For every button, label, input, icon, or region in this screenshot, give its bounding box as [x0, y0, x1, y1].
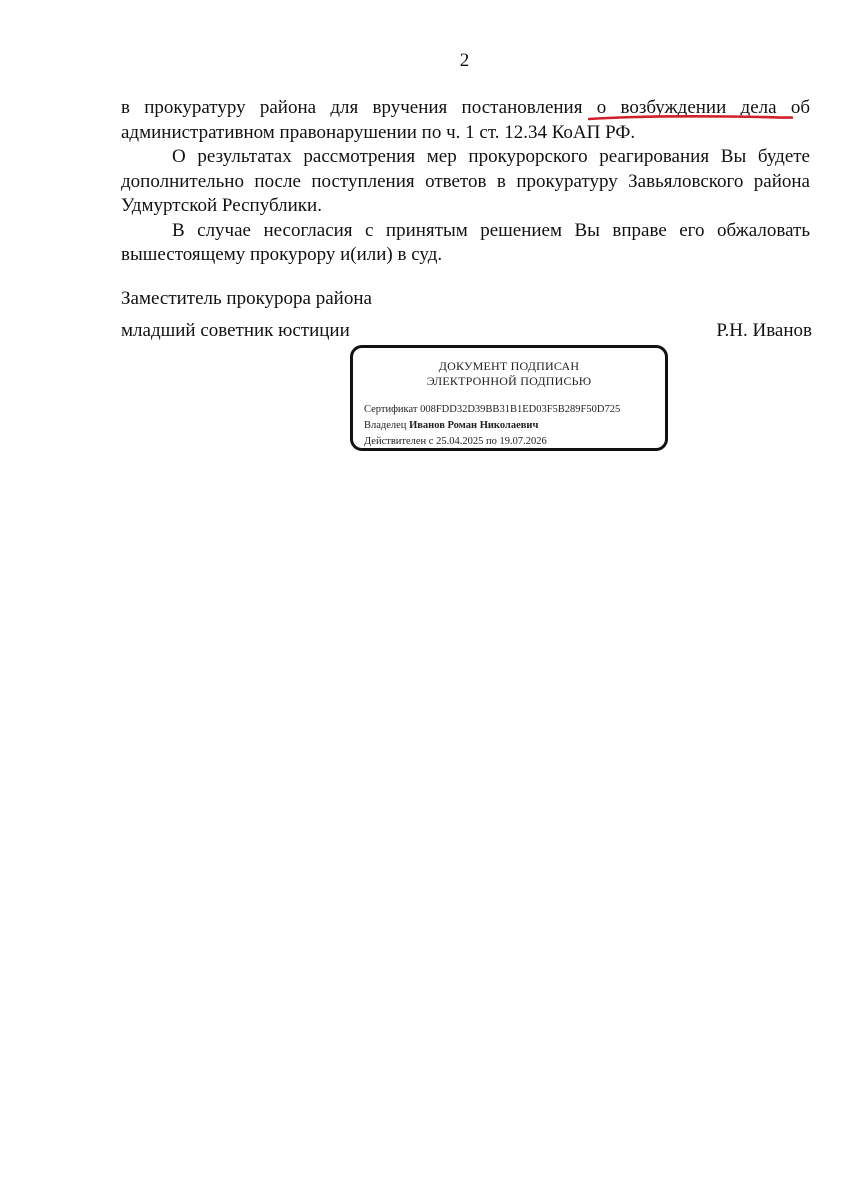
stamp-heading-line1: ДОКУМЕНТ ПОДПИСАН [438, 359, 580, 373]
page-number: 2 [459, 50, 470, 71]
stamp-valid-from: 25.04.2025 [436, 436, 484, 447]
paragraph-delivery-start: в прокуратуру района для вручения постановления [121, 97, 597, 118]
stamp-owner-label: Владелец [364, 420, 407, 431]
stamp-certificate-value: 008FDD32D39BB31B1ED03F5B289F50D725 [420, 404, 621, 415]
stamp-validity-row [364, 435, 547, 449]
highlighted-phrase: о возбуждении дела [596, 97, 777, 118]
paragraph-delivery-end: об административном правонарушении по ч. 1 ст. 12.34 КоАП РФ. [121, 97, 810, 143]
paragraph-appeal: В случае несогласия с принятым решением Вы вправе его обжаловать вышестоящему прокурору и(или) в суд. [121, 219, 810, 265]
stamp-heading-line2: ЭЛЕКТРОННОЙ ПОДПИСЬЮ [426, 374, 592, 388]
electronic-signature-stamp [350, 345, 668, 451]
paragraph-results: О результатах рассмотрения мер прокурорского реагирования Вы будете дополнительно после поступления ответов в прокуратуру Завьяловского района Удмуртской Республики. [121, 146, 810, 216]
stamp-valid-label: Действителен с [364, 436, 434, 447]
stamp-valid-to: 19.07.2026 [499, 436, 547, 447]
signatory-rank: младший советник юстиции [121, 320, 350, 341]
stamp-owner-row [364, 419, 538, 433]
red-underline-mark [588, 113, 793, 123]
signatory-name: Р.Н. Иванов [716, 320, 812, 341]
stamp-valid-to-label: по [485, 436, 497, 447]
stamp-certificate-label: Сертификат [364, 404, 418, 415]
stamp-heading [353, 359, 665, 389]
signatory-position: Заместитель прокурора района [121, 288, 372, 309]
stamp-certificate-row [364, 403, 620, 417]
stamp-owner-value: Иванов Роман Николаевич [409, 420, 539, 431]
